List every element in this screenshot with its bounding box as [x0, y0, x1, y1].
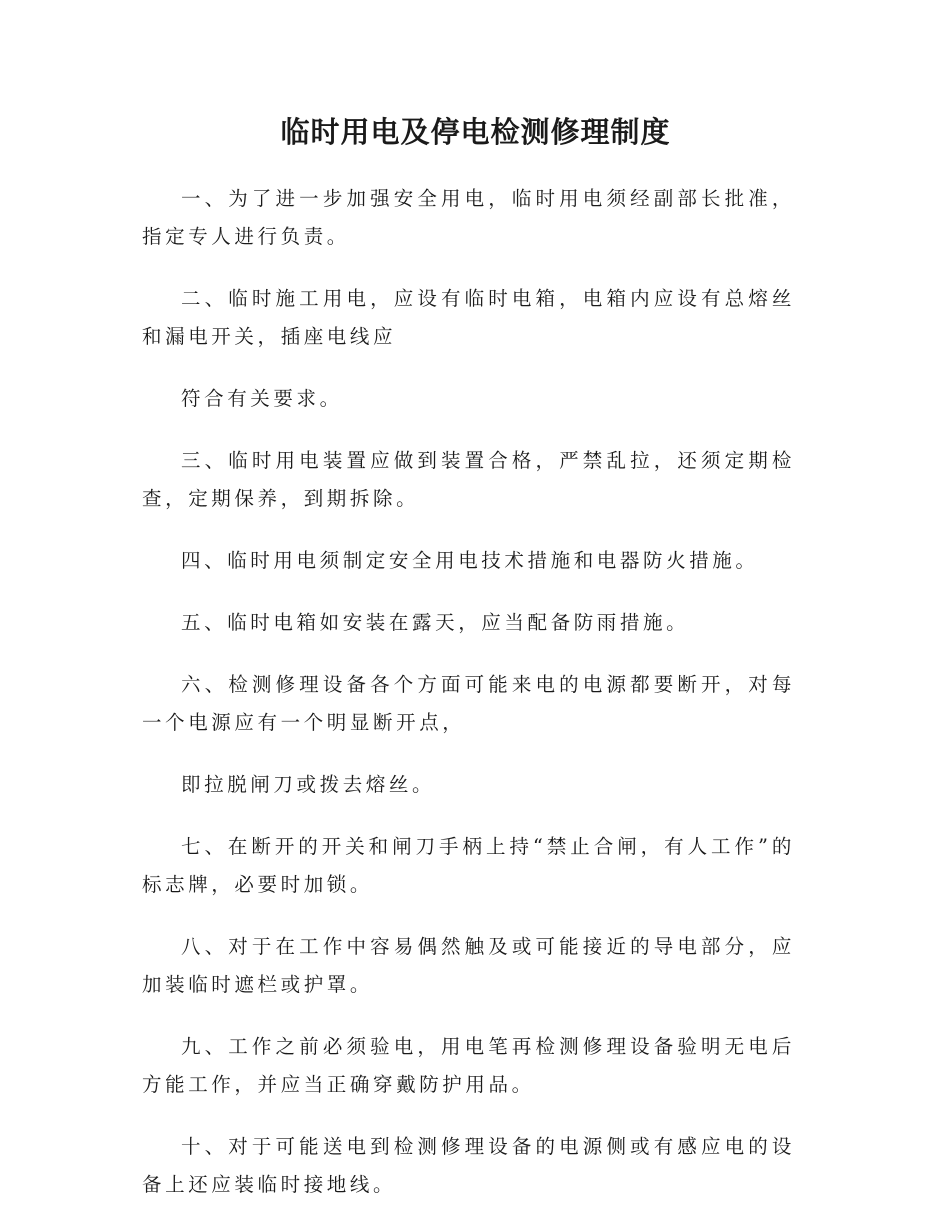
paragraph-9: 七、在断开的开关和闸刀手柄上持“禁止合闸，有人工作”的标志牌，必要时加锁。: [142, 835, 795, 896]
paragraph-1: 一、为了进一步加强安全用电，临时用电须经副部长批准，指定专人进行负责。: [142, 187, 795, 248]
paragraph-2: 二、临时施工用电，应设有临时电箱，电箱内应设有总熔丝和漏电开关，插座电线应: [142, 287, 795, 348]
paragraph-4: 三、临时用电装置应做到装置合格，严禁乱拉，还须定期检查，定期保养，到期拆除。: [142, 449, 795, 510]
paragraph-8: 即拉脱闸刀或拨去熔丝。: [181, 773, 436, 796]
paragraph-10: 八、对于在工作中容易偶然触及或可能接近的导电部分，应加装临时遮栏或护罩。: [142, 935, 795, 996]
paragraph-5: 四、临时用电须制定安全用电技术措施和电器防火措施。: [181, 549, 759, 572]
paragraph-3: 符合有关要求。: [181, 387, 343, 410]
paragraph-12: 十、对于可能送电到检测修理设备的电源侧或有感应电的设备上还应装临时接地线。: [142, 1135, 795, 1196]
document-title: 临时用电及停电检测修理制度: [280, 115, 671, 149]
paragraph-11: 九、工作之前必须验电，用电笔再检测修理设备验明无电后方能工作，并应当正确穿戴防护用品。: [142, 1035, 795, 1096]
paragraph-7: 六、检测修理设备各个方面可能来电的电源都要断开，对每一个电源应有一个明显断开点，: [142, 673, 795, 734]
paragraph-6: 五、临时电箱如安装在露天，应当配备防雨措施。: [181, 611, 690, 634]
